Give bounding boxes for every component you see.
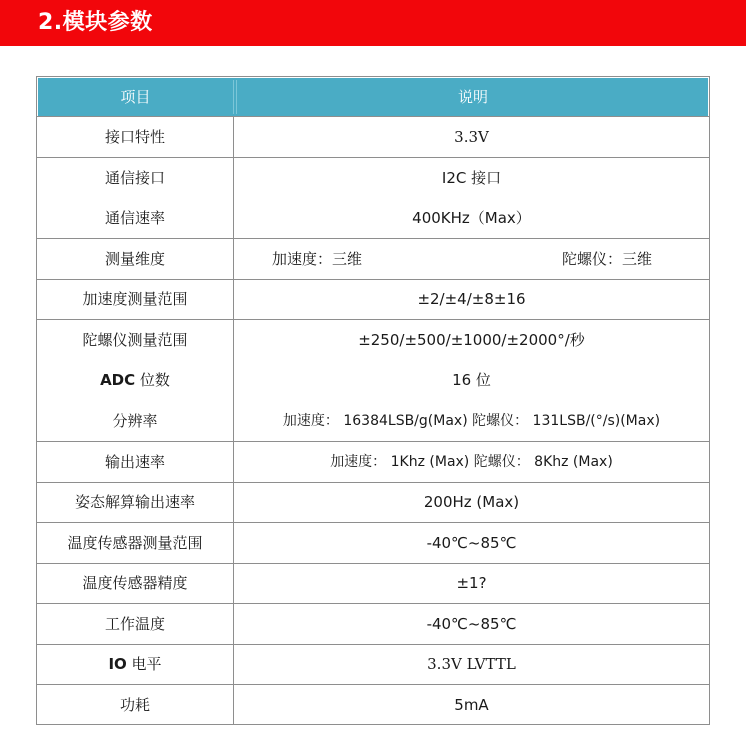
section-banner (0, 0, 746, 46)
row-divider (37, 603, 709, 604)
row-label: 测量维度 (104, 250, 165, 268)
row-value: I2C 接口 (441, 169, 502, 187)
row-value: 加速度： 1Khz (Max) 陀螺仪： 8Khz (Max) (330, 454, 613, 470)
row-divider (37, 157, 709, 158)
section-title: 2.模块参数 (38, 10, 153, 35)
table-header (38, 78, 708, 116)
row-label: 工作温度 (104, 615, 165, 633)
row-value: ±2/±4/±8±16 (417, 290, 526, 308)
accel-dimension: 加速度：三维 (272, 250, 363, 268)
row-value: ±250/±500/±1000/±2000°/秒 (358, 331, 585, 349)
row-divider (37, 116, 709, 117)
row-label-rest: 电平 (126, 655, 162, 673)
row-value: 5mA (454, 696, 489, 714)
row-label (37, 361, 233, 399)
row-label: 陀螺仪测量范围 (82, 331, 188, 349)
row-label: 温度传感器精度 (82, 574, 188, 592)
row-divider (37, 684, 709, 685)
row-value: -40℃~85℃ (426, 534, 517, 552)
header-item: 项目 (120, 88, 151, 106)
row-label: 加速度测量范围 (82, 290, 188, 308)
row-divider (37, 319, 709, 320)
row-divider (37, 238, 709, 239)
row-value: -40℃~85℃ (426, 615, 517, 633)
row-label (37, 645, 233, 683)
row-label: 通信接口 (104, 169, 165, 187)
parameter-table (36, 76, 710, 725)
row-label: 分辨率 (112, 412, 158, 430)
row-value: 加速度： 16384LSB/g(Max) 陀螺仪： 131LSB/(°/s)(Max) (282, 413, 661, 429)
header-description: 说明 (457, 88, 488, 106)
row-label-rest: 位数 (135, 371, 170, 389)
row-label-bold: ADC (100, 371, 136, 389)
gyro-dimension: 陀螺仪：三维 (562, 250, 653, 268)
row-value (234, 240, 709, 278)
row-value: 400KHz（Max） (412, 209, 531, 227)
row-value: 16 位 (452, 371, 491, 389)
row-divider (37, 522, 709, 523)
row-divider (37, 441, 709, 442)
row-value: ±1? (456, 574, 487, 592)
row-value: 3.3V (454, 128, 489, 146)
row-label: 温度传感器测量范围 (67, 534, 203, 552)
row-label: 功耗 (119, 696, 150, 714)
row-label: 接口特性 (104, 128, 165, 146)
header-divider (233, 80, 237, 114)
row-value: 200Hz (Max) (423, 493, 520, 511)
row-value: 3.3V LVTTL (427, 655, 516, 673)
row-label-bold: IO (108, 655, 127, 673)
row-label: 姿态解算输出速率 (74, 493, 195, 511)
row-label: 输出速率 (104, 453, 165, 471)
row-label: 通信速率 (104, 209, 165, 227)
